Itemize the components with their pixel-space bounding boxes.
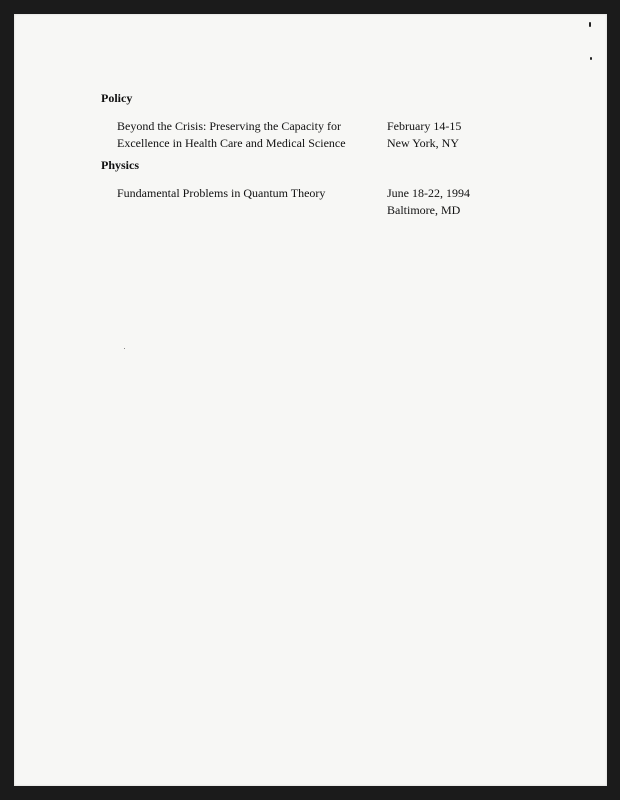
edge-mark xyxy=(589,22,591,27)
event-date: February 14-15 xyxy=(387,119,462,133)
paper-speck xyxy=(124,348,125,349)
event-date: June 18-22, 1994 xyxy=(387,186,470,200)
event-title-line: Fundamental Problems in Quantum Theory xyxy=(117,186,326,200)
event-location: Baltimore, MD xyxy=(387,203,461,217)
event-title-line: Excellence in Health Care and Medical Science xyxy=(117,136,346,150)
section-heading-policy: Policy xyxy=(101,91,133,105)
event-date-location xyxy=(387,118,517,152)
section-heading-physics: Physics xyxy=(101,158,140,172)
event-location: New York, NY xyxy=(387,136,460,150)
event-title xyxy=(117,118,382,152)
document-page xyxy=(14,14,607,786)
event-title-line: Beyond the Crisis: Preserving the Capacity for xyxy=(117,119,341,133)
event-title xyxy=(117,185,382,202)
edge-mark xyxy=(590,57,592,60)
event-date-location xyxy=(387,185,517,219)
